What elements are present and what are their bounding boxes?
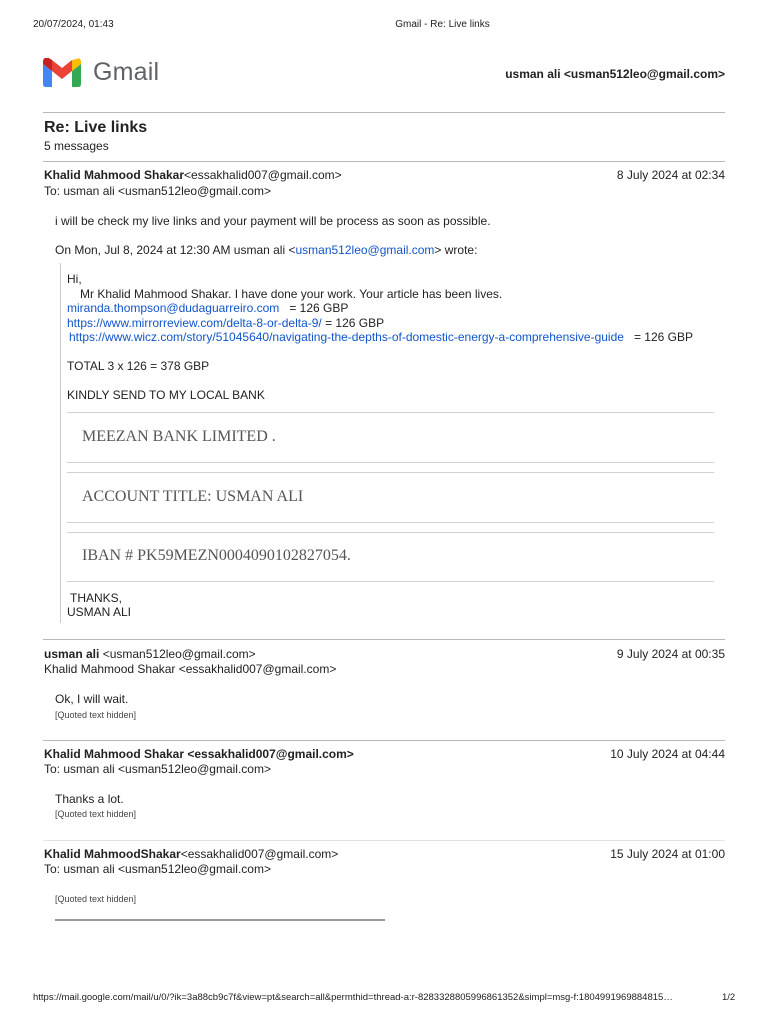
gmail-logo bbox=[43, 58, 159, 87]
print-page-title: Gmail - Re: Live links bbox=[395, 19, 490, 30]
sender-email: <essakhalid007@gmail.com> bbox=[184, 168, 342, 182]
message-3-date: 10 July 2024 at 04:44 bbox=[610, 747, 725, 761]
iban: IBAN # PK59MEZN0004090102827054. bbox=[82, 547, 351, 564]
quote-link-row-1: miranda.thompson@dudaguarreiro.com = 126 GBP bbox=[67, 301, 349, 315]
message-1-date: 8 July 2024 at 02:34 bbox=[616, 168, 725, 182]
quote-intro-email-link[interactable]: usman512leo@gmail.com bbox=[295, 243, 435, 257]
message-1-body: i will be check my live links and your payment will be process as soon as possible. bbox=[55, 214, 491, 228]
message-4-sender bbox=[44, 847, 338, 861]
sender-name: Khalid Mahmood Shakar <essakhalid007@gmail.com> bbox=[44, 747, 354, 761]
quote-link-row-3: https://www.wicz.com/story/51045640/navigating-the-depths-of-domestic-energy-a-comprehensive-guide = 126 GBP bbox=[69, 330, 693, 344]
sender-name: Khalid Mahmood Shakar bbox=[44, 168, 185, 182]
message-2-body: Ok, I will wait. bbox=[55, 692, 129, 706]
divider bbox=[67, 581, 714, 582]
quote-request: KINDLY SEND TO MY LOCAL BANK bbox=[67, 388, 265, 402]
quoted-text-hidden[interactable]: [Quoted text hidden] bbox=[55, 894, 137, 904]
message-3-recipient: To: usman ali <usman512leo@gmail.com> bbox=[44, 762, 271, 776]
live-link-3[interactable]: https://www.wicz.com/story/51045640/navigating-the-depths-of-domestic-energy-a-comprehensive-guide bbox=[69, 330, 624, 344]
quote-thanks: THANKS, bbox=[70, 591, 123, 605]
divider bbox=[43, 840, 725, 841]
divider bbox=[43, 112, 725, 113]
print-url: https://mail.google.com/mail/u/0/?ik=3a88cb9c7f&view=pt&search=all&permthid=thread-a:r-8283328805996861352&simpl=msg-f:1804991969884815… bbox=[33, 992, 673, 1003]
live-link-2[interactable]: https://www.mirrorreview.com/delta-8-or-delta-9/ bbox=[67, 316, 322, 330]
quote-greeting: Hi, bbox=[67, 272, 82, 286]
quote-signature: USMAN ALI bbox=[67, 605, 132, 619]
quote-link-row-2: https://www.mirrorreview.com/delta-8-or-delta-9/ = 126 GBP bbox=[67, 316, 385, 330]
signature-divider bbox=[55, 919, 385, 921]
account-email: usman ali <usman512leo@gmail.com> bbox=[505, 67, 725, 81]
message-3-body: Thanks a lot. bbox=[55, 792, 124, 806]
sender-name: usman ali bbox=[44, 647, 100, 661]
live-link-1[interactable]: miranda.thompson@dudaguarreiro.com bbox=[67, 301, 280, 315]
account-title: ACCOUNT TITLE: USMAN ALI bbox=[82, 488, 304, 505]
gmail-m-icon bbox=[43, 58, 81, 87]
message-4-recipient: To: usman ali <usman512leo@gmail.com> bbox=[44, 862, 271, 876]
sender-email: <usman512leo@gmail.com> bbox=[102, 647, 256, 661]
message-3-sender bbox=[44, 747, 354, 761]
divider bbox=[67, 462, 714, 463]
divider bbox=[43, 639, 725, 640]
quoted-text-hidden[interactable]: [Quoted text hidden] bbox=[55, 809, 137, 819]
thread-subject: Re: Live links bbox=[44, 119, 148, 136]
divider bbox=[43, 740, 725, 741]
quoted-text-hidden[interactable]: [Quoted text hidden] bbox=[55, 710, 137, 720]
message-2-sender bbox=[44, 647, 256, 661]
message-4-date: 15 July 2024 at 01:00 bbox=[610, 847, 725, 861]
divider bbox=[67, 412, 714, 413]
sender-email: <essakhalid007@gmail.com> bbox=[180, 847, 339, 861]
sender-name: Khalid MahmoodShakar bbox=[44, 847, 181, 861]
divider bbox=[67, 472, 714, 473]
message-2-recipient: Khalid Mahmood Shakar <essakhalid007@gmail.com> bbox=[44, 662, 337, 676]
message-2-date: 9 July 2024 at 00:35 bbox=[616, 647, 725, 661]
divider bbox=[67, 522, 714, 523]
quote-intro: On Mon, Jul 8, 2024 at 12:30 AM usman ali <usman512leo@gmail.com> wrote: bbox=[55, 243, 478, 257]
divider bbox=[67, 532, 714, 533]
print-datetime: 20/07/2024, 01:43 bbox=[33, 19, 114, 30]
bank-name: MEEZAN BANK LIMITED . bbox=[82, 428, 276, 445]
message-1-sender bbox=[44, 168, 342, 182]
quote-total: TOTAL 3 x 126 = 378 GBP bbox=[67, 359, 210, 373]
message-1-recipient: To: usman ali <usman512leo@gmail.com> bbox=[44, 184, 271, 198]
message-count: 5 messages bbox=[44, 139, 109, 153]
quote-line: Mr Khalid Mahmood Shakar. I have done your work. Your article has been lives. bbox=[80, 287, 503, 301]
gmail-wordmark: Gmail bbox=[93, 58, 160, 86]
page-number: 1/2 bbox=[722, 992, 736, 1003]
divider bbox=[43, 161, 725, 162]
quote-bar bbox=[60, 263, 61, 623]
